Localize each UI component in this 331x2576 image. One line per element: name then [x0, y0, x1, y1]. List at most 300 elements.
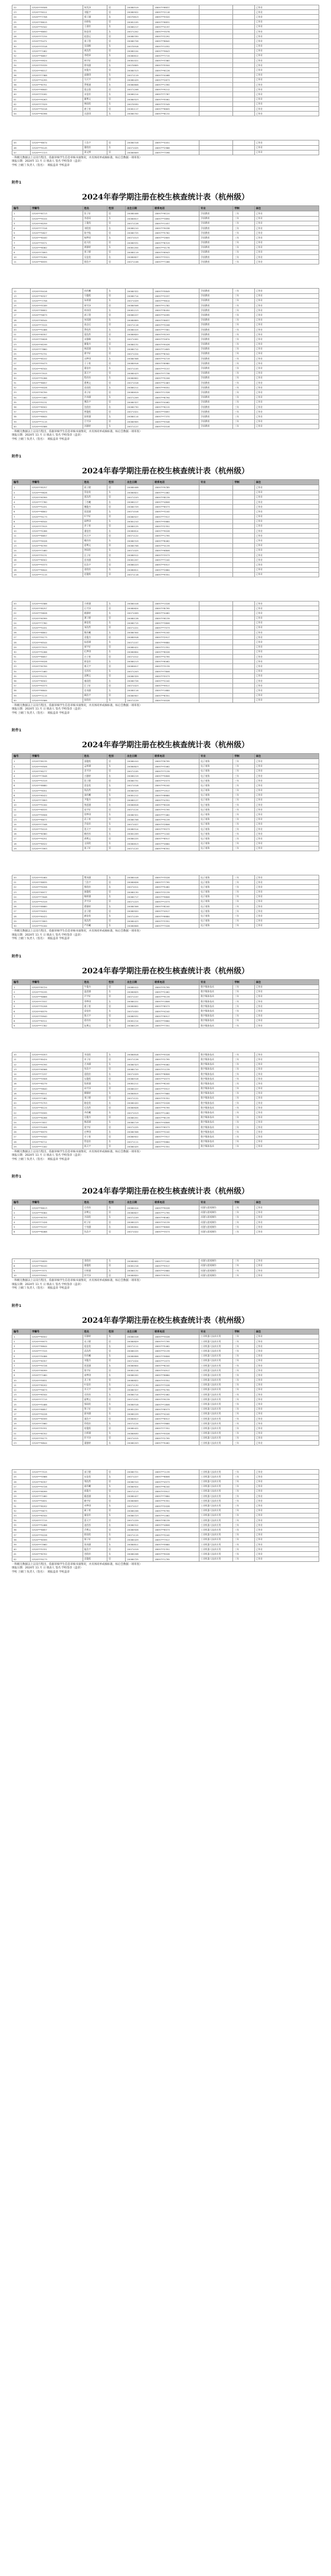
- table-cell: G320***6544: [31, 519, 83, 524]
- table-cell: G320***6566: [31, 1067, 83, 1071]
- table-cell: 已毕业: [254, 308, 319, 313]
- table-cell: G320***7760: [31, 499, 83, 504]
- table-cell: 男: [107, 1230, 126, 1234]
- table-cell: 27: [12, 29, 31, 34]
- table-cell: 已毕业: [254, 548, 319, 553]
- table-cell: 男: [107, 140, 126, 145]
- table-cell: 三年: [233, 985, 254, 989]
- table-row: [12, 250, 319, 254]
- table-cell: 男: [107, 534, 126, 538]
- table-row: [12, 635, 319, 640]
- table-cell: [233, 674, 254, 678]
- table-cell: 倪浩然: [83, 918, 107, 923]
- table-cell: 男: [107, 77, 126, 82]
- table-cell: 男: [107, 293, 126, 298]
- column-header: 性别: [107, 206, 126, 211]
- table-cell: 5: [12, 779, 31, 783]
- table-cell: 18097**4806: [153, 1523, 199, 1528]
- table-cell: 三年: [233, 880, 254, 885]
- table-cell: 翟雅婷: [83, 904, 107, 909]
- table-cell: 18097**3573: [153, 553, 199, 558]
- table-cell: 21: [12, 1106, 31, 1110]
- table-cell: 37: [12, 77, 31, 82]
- table-row: [12, 366, 319, 371]
- table-cell: 男: [107, 150, 126, 155]
- table-cell: 三年: [233, 337, 254, 342]
- table-cell: 贺天宇: [83, 827, 107, 832]
- table-cell: 20071130: [126, 1382, 153, 1387]
- table-cell: G320***6199: [31, 342, 83, 346]
- table-cell: 已毕业: [254, 620, 319, 625]
- footnote-line: 填报日期：2024年 11 月 日 填表人 签名 学校签章（盖章）: [12, 708, 83, 711]
- table-cell: 29: [12, 918, 31, 923]
- table-cell: 20080922: [126, 1135, 153, 1139]
- table-cell: 池若彤: [83, 1523, 107, 1528]
- table-cell: 已毕业: [254, 1101, 319, 1106]
- table-row: [12, 1373, 319, 1378]
- table-cell: 20: [12, 875, 31, 880]
- table-cell: 18097**2806: [153, 822, 199, 826]
- table-cell: 孟梓涵: [83, 764, 107, 769]
- table-cell: 工业机器人技术应用: [199, 1402, 233, 1407]
- table-cell: 已毕业: [254, 357, 319, 361]
- table-cell: G320***8835: [31, 880, 83, 885]
- table-cell: 男: [107, 1263, 126, 1268]
- table-cell: 20080802: [126, 375, 153, 380]
- table-cell: 18097**6139: [153, 616, 199, 620]
- table-row: [12, 827, 319, 832]
- table-cell: 1: [12, 985, 31, 989]
- table-cell: 庄梦琪: [83, 1130, 107, 1135]
- table-cell: 学前教育: [199, 342, 233, 346]
- table-cell: 12: [12, 1062, 31, 1067]
- table-cell: 三年: [233, 1523, 254, 1528]
- table-cell: 20071124: [126, 1421, 153, 1426]
- table-cell: 何其泽: [83, 5, 107, 10]
- table-row: [12, 817, 319, 822]
- table-cell: 女: [107, 92, 126, 97]
- table-cell: 25: [12, 625, 31, 630]
- table-cell: 孔梦琪: [83, 649, 107, 654]
- table-cell: 男: [107, 231, 126, 236]
- table-cell: 3: [12, 994, 31, 999]
- table-cell: 已毕业: [254, 303, 319, 308]
- table-cell: 三年: [233, 779, 254, 783]
- table-cell: 已毕业: [254, 1378, 319, 1382]
- table-cell: 已毕业: [254, 1421, 319, 1426]
- table-cell: 20080327: [126, 1387, 153, 1392]
- table-cell: 男: [107, 1499, 126, 1503]
- column-header: 姓名: [83, 754, 107, 759]
- table-cell: 18097**8139: [153, 1518, 199, 1523]
- table-row: [12, 759, 319, 764]
- table-cell: 20080225: [126, 1349, 153, 1354]
- table-cell: 钭宇泽: [83, 1273, 107, 1278]
- table-cell: 20080319: [126, 538, 153, 543]
- table-cell: 武子豪: [83, 817, 107, 822]
- table-cell: 女: [107, 519, 126, 524]
- table-cell: 22: [12, 5, 31, 10]
- table-row: [12, 255, 319, 260]
- table-cell: 18097**4462: [153, 611, 199, 616]
- table-cell: 三年: [233, 332, 254, 337]
- table-cell: 已毕业: [254, 505, 319, 509]
- table-cell: 男: [107, 1210, 126, 1215]
- table-cell: 18097**9785: [153, 485, 199, 490]
- table-cell: 男: [107, 635, 126, 640]
- table-cell: 曾俊熙: [83, 410, 107, 414]
- table-cell: 20071128: [126, 221, 153, 225]
- column-header: 编号: [12, 754, 31, 759]
- table-cell: G320***8680: [31, 783, 83, 788]
- table-row: [12, 342, 319, 346]
- table-cell: 林宇轩: [83, 58, 107, 63]
- table-cell: 动漫与游戏制作: [199, 1273, 233, 1278]
- table-cell: 章佳怡: [83, 1009, 107, 1014]
- table-cell: 三年: [233, 1499, 254, 1503]
- table-cell: [233, 649, 254, 654]
- table-cell: 已毕业: [254, 793, 319, 797]
- table-row: [12, 5, 319, 10]
- table-row: [12, 375, 319, 380]
- table-cell: 18097**2291: [153, 34, 199, 39]
- table-cell: 18097**8240: [153, 904, 199, 909]
- table-cell: 郝宇轩: [83, 645, 107, 649]
- table-cell: G320***9228: [31, 1532, 83, 1537]
- table-cell: G320***9906: [31, 812, 83, 817]
- table-cell: 薄浩宇: [83, 1417, 107, 1421]
- table-cell: 三年: [233, 1205, 254, 1210]
- table-cell: 20080717: [126, 894, 153, 899]
- table-cell: 罗欣然: [83, 327, 107, 332]
- table-cell: G320***6755: [31, 1215, 83, 1220]
- table-cell: 33: [12, 664, 31, 669]
- table-cell: 16: [12, 1081, 31, 1086]
- table-cell: 男: [107, 1547, 126, 1552]
- table-cell: 已毕业: [254, 1349, 319, 1354]
- table-cell: 7: [12, 240, 31, 245]
- table-header-row: [12, 1200, 319, 1205]
- table-row: [12, 529, 319, 534]
- table-cell: 高志远: [83, 322, 107, 327]
- table-cell: 17: [12, 563, 31, 567]
- table-cell: G320***6344: [31, 366, 83, 371]
- column-header: 姓名: [83, 979, 107, 985]
- table-cell: 19: [12, 322, 31, 327]
- table-cell: G320***5131: [31, 674, 83, 678]
- table-cell: 18097**6831: [153, 19, 199, 24]
- table-cell: 动漫与游戏制作: [199, 1258, 233, 1263]
- table-cell: 20080827: [126, 1210, 153, 1215]
- table-cell: 三年: [233, 390, 254, 395]
- table-cell: 女: [107, 308, 126, 313]
- table-cell: 女: [107, 1503, 126, 1508]
- table-cell: G320***6277: [31, 769, 83, 773]
- table-cell: 20080714: [126, 1392, 153, 1397]
- table-cell: 已毕业: [254, 616, 319, 620]
- table-cell: 18097**3894: [153, 216, 199, 221]
- table-cell: 三年: [233, 1057, 254, 1062]
- table-row: [12, 894, 319, 899]
- table-cell: 20080602: [126, 1258, 153, 1263]
- table-cell: 工业机器人技术应用: [199, 1417, 233, 1421]
- table-cell: 数字媒体技术: [199, 1004, 233, 1009]
- table-cell: 20070918: [126, 44, 153, 48]
- table-cell: 18097**1028: [153, 601, 199, 606]
- table-cell: 20080422: [126, 1426, 153, 1431]
- table-cell: 工业机器人技术应用: [199, 1479, 233, 1484]
- table-cell: 已毕业: [254, 10, 319, 15]
- table-row: [12, 1552, 319, 1557]
- table-cell: 已毕业: [254, 44, 319, 48]
- table-title: 2024年春学期注册在校生核查统计表（杭州级）: [81, 966, 250, 976]
- table-cell: 18097**7573: [153, 625, 199, 630]
- table-cell: 已毕业: [254, 1268, 319, 1273]
- table-cell: 已毕业: [254, 68, 319, 73]
- table-row: [12, 1392, 319, 1397]
- table-cell: 三年: [233, 351, 254, 356]
- table-cell: [199, 548, 233, 553]
- table-cell: 宿俊熙: [83, 1426, 107, 1431]
- table-cell: 14: [12, 298, 31, 303]
- table-cell: 18097**2351: [153, 1144, 199, 1149]
- table-cell: G320***6344: [31, 1392, 83, 1397]
- table-cell: 刘振宇: [83, 10, 107, 15]
- table-row: [12, 1387, 319, 1392]
- table-cell: 韩雨欣: [83, 102, 107, 106]
- table-cell: G320***8724: [31, 985, 83, 989]
- table-row: [12, 904, 319, 909]
- table-cell: 动漫与游戏制作: [199, 1205, 233, 1210]
- table-row: [12, 1402, 319, 1407]
- table-cell: 20080423: [126, 371, 153, 375]
- table-cell: 男: [107, 1004, 126, 1009]
- table-cell: 已毕业: [254, 1532, 319, 1537]
- table-cell: 已毕业: [254, 414, 319, 419]
- table-cell: [199, 77, 233, 82]
- table-cell: 18097**9028: [153, 529, 199, 534]
- table-cell: G320***5586: [31, 601, 83, 606]
- table-cell: 9: [12, 524, 31, 528]
- table-cell: G320***9173: [31, 635, 83, 640]
- table-cell: 男: [107, 890, 126, 894]
- table-cell: 女: [107, 649, 126, 654]
- table-cell: 15: [12, 1402, 31, 1407]
- table-cell: G320***7154: [31, 34, 83, 39]
- table-cell: 20071229: [126, 1518, 153, 1523]
- table-row: [12, 1349, 319, 1354]
- table-cell: [199, 538, 233, 543]
- table-cell: 18097**5573: [153, 674, 199, 678]
- column-header: 学制: [233, 754, 254, 759]
- column-header: 备注: [254, 206, 319, 211]
- table-cell: 工业机器人技术应用: [199, 1339, 233, 1344]
- table-cell: 已毕业: [254, 769, 319, 773]
- table-cell: 32: [12, 53, 31, 58]
- column-header: 出生日期: [126, 1200, 153, 1205]
- table-cell: 男: [107, 1057, 126, 1062]
- table-cell: 赵天佑: [83, 240, 107, 245]
- table-cell: 女: [107, 1225, 126, 1230]
- column-header: 姓名: [83, 1329, 107, 1334]
- table-cell: 18097**8806: [153, 1071, 199, 1076]
- table-cell: G320***7915: [31, 524, 83, 528]
- table-cell: [233, 548, 254, 553]
- table-row: [12, 880, 319, 885]
- table-cell: 女: [107, 1101, 126, 1106]
- table-cell: 20080811: [126, 567, 153, 572]
- table-cell: 20080806: [126, 923, 153, 928]
- table-cell: 康天宇: [83, 664, 107, 669]
- table-cell: 38: [12, 414, 31, 419]
- column-header: 联系电话: [153, 206, 199, 211]
- table-cell: 15: [12, 553, 31, 558]
- table-cell: 20071013: [126, 1110, 153, 1115]
- table-cell: 已毕业: [254, 1004, 319, 1009]
- table-cell: 20080416: [126, 1334, 153, 1339]
- table-row: [12, 1081, 319, 1086]
- table-cell: 20080421: [126, 645, 153, 649]
- table-cell: G320***8502: [31, 1334, 83, 1339]
- table-cell: [199, 601, 233, 606]
- table-cell: 20080710: [126, 1067, 153, 1071]
- table-cell: [233, 39, 254, 44]
- table-row: [12, 1547, 319, 1552]
- table-cell: 6: [12, 783, 31, 788]
- table-cell: G320***5831: [31, 1499, 83, 1503]
- table-cell: 蒋子健: [83, 485, 107, 490]
- column-header: 出生日期: [126, 1329, 153, 1334]
- table-cell: 18097**6806: [153, 548, 199, 553]
- table-cell: 学前教育: [199, 225, 233, 230]
- table-cell: 男: [107, 1067, 126, 1071]
- table-section: [12, 453, 319, 715]
- table-cell: 女: [107, 1334, 126, 1339]
- table-cell: 男: [107, 211, 126, 216]
- table-cell: 三年: [233, 400, 254, 404]
- table-cell: 7: [12, 1258, 31, 1263]
- table-cell: 20071107: [126, 994, 153, 999]
- table-cell: 数字媒体技术: [199, 1071, 233, 1076]
- table-row: [12, 769, 319, 773]
- table-cell: 女: [107, 841, 126, 846]
- table-cell: 唐宇轩: [83, 351, 107, 356]
- table-cell: G320***6799: [31, 664, 83, 669]
- table-header-row: [12, 979, 319, 985]
- table-cell: 已毕业: [254, 764, 319, 769]
- table-cell: 34: [12, 63, 31, 68]
- table-cell: 三年: [233, 822, 254, 826]
- table-cell: 男: [107, 260, 126, 264]
- table-cell: 索若曦: [83, 1484, 107, 1489]
- table-cell: 学前教育: [199, 216, 233, 221]
- table-cell: [233, 106, 254, 111]
- table-cell: 已毕业: [254, 332, 319, 337]
- table-cell: 三年: [233, 1144, 254, 1149]
- table-cell: 潘佳怡: [83, 529, 107, 534]
- table-cell: 20: [12, 601, 31, 606]
- table-row: [12, 44, 319, 48]
- table-row: [12, 1440, 319, 1445]
- table-cell: 2: [12, 1210, 31, 1215]
- table-cell: 男: [107, 97, 126, 102]
- table-row: [12, 674, 319, 678]
- table-cell: 三年: [233, 797, 254, 802]
- table-row: [12, 1339, 319, 1344]
- table-cell: 18097**4240: [153, 1009, 199, 1014]
- table-row: [12, 112, 319, 116]
- table-cell: G320***5539: [31, 63, 83, 68]
- table-cell: 18097**4028: [153, 698, 199, 702]
- table-cell: 15: [12, 827, 31, 832]
- table-row: [12, 346, 319, 351]
- column-header: 编号: [12, 1200, 31, 1205]
- table-cell: 已毕业: [254, 490, 319, 495]
- table-cell: 伍博文: [83, 1024, 107, 1028]
- table-cell: G320***6640: [31, 87, 83, 92]
- table-cell: 已毕业: [254, 999, 319, 1004]
- column-header: 性别: [107, 979, 126, 985]
- table-cell: 男: [107, 221, 126, 225]
- table-cell: [233, 514, 254, 519]
- page-gap: [12, 264, 319, 288]
- table-cell: 幸天宇: [83, 1387, 107, 1392]
- table-cell: 数字媒体技术: [199, 1077, 233, 1081]
- table-cell: 6: [12, 509, 31, 514]
- table-cell: 数字媒体技术: [199, 1062, 233, 1067]
- table-cell: 18097**9684: [153, 640, 199, 645]
- table-cell: 18097**1795: [153, 534, 199, 538]
- student-table: [12, 1469, 319, 1562]
- table-cell: 已毕业: [254, 97, 319, 102]
- table-row: [12, 145, 319, 150]
- table-row: [12, 1363, 319, 1368]
- table-cell: 17: [12, 836, 31, 841]
- table-cell: 18097**9806: [153, 1354, 199, 1358]
- table-cell: G320***5286: [31, 375, 83, 380]
- table-cell: 已毕业: [254, 485, 319, 490]
- table-cell: 已毕业: [254, 803, 319, 808]
- table-cell: 20071013: [126, 236, 153, 240]
- table-cell: 余子豪: [83, 524, 107, 528]
- table-cell: 11: [12, 808, 31, 812]
- table-cell: 18097**7684: [153, 1091, 199, 1096]
- table-cell: [199, 678, 233, 683]
- table-cell: 男: [107, 34, 126, 39]
- table-cell: 已毕业: [254, 1402, 319, 1407]
- table-cell: [199, 563, 233, 567]
- table-cell: G320***8357: [31, 1479, 83, 1484]
- attachment-label: 附件1: [12, 728, 22, 733]
- table-row: [12, 606, 319, 611]
- table-cell: 20071016: [126, 509, 153, 514]
- table-cell: 12: [12, 1387, 31, 1392]
- table-cell: 18097**8806: [153, 1475, 199, 1479]
- column-header: 性别: [107, 754, 126, 759]
- table-cell: 叶佳怡: [83, 1382, 107, 1387]
- table-cell: [199, 150, 233, 155]
- table-section: [12, 727, 319, 941]
- table-cell: 18097**7715: [153, 53, 199, 58]
- table-cell: 司若彤: [83, 1392, 107, 1397]
- table-cell: 电子商务: [199, 773, 233, 778]
- table-section: [12, 1303, 319, 1574]
- table-cell: 女: [107, 112, 126, 116]
- table-cell: 20080620: [126, 332, 153, 337]
- table-cell: 20080323: [126, 1062, 153, 1067]
- table-cell: 三年: [233, 1421, 254, 1426]
- table-cell: G320***9373: [31, 410, 83, 414]
